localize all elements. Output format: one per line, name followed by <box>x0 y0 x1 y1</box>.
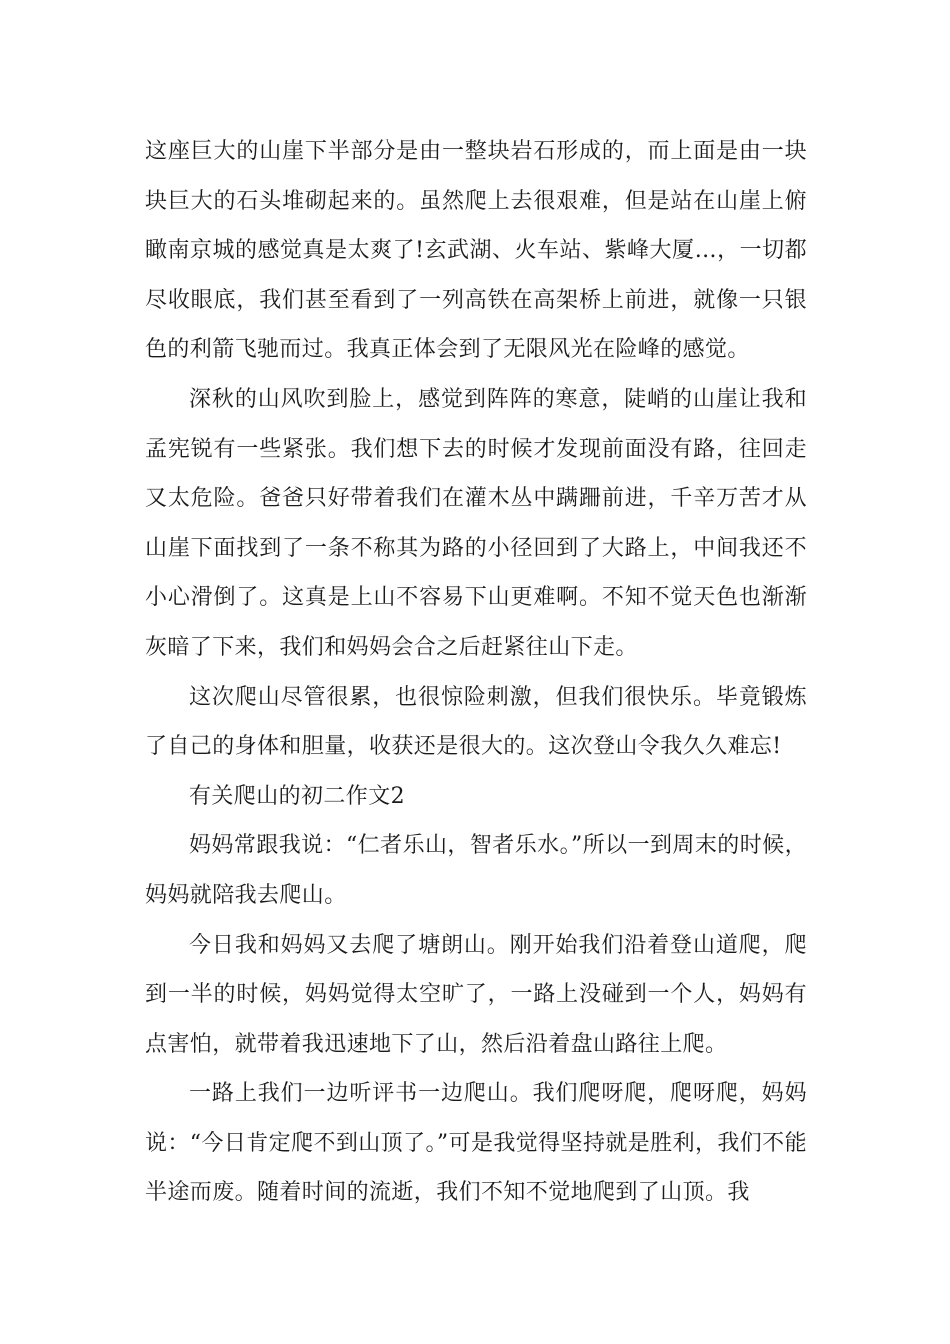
essay-heading: 有关爬山的初二作文2 <box>189 783 405 809</box>
paragraph-tanglang-mountain: 今日我和妈妈又去爬了塘朗山。刚开始我们沿着登山道爬，爬到一半的时候，妈妈觉得太空旷了，一路上没碰到一个人，妈妈有点害怕，就带着我迅速地下了山，然后沿着盘山路往上爬。 <box>145 932 807 1057</box>
paragraph-mother-quote: 妈妈常跟我说：“仁者乐山，智者乐水。”所以一到周末的时候，妈妈就陪我去爬山。 <box>145 833 807 908</box>
paragraph-cliff-view: 这座巨大的山崖下半部分是由一整块岩石形成的，而上面是由一块块巨大的石头堆砌起来的。虽然爬上去很艰难，但是站在山崖上俯瞰南京城的感觉真是太爽了!玄武湖、火车站、紫峰大厦…，一切都尽收眼底，我们甚至看到了一列高铁在高架桥上前进，就像一只银色的利箭飞驰而过。我真正体会到了无限风光在险峰的感觉。 <box>145 139 807 363</box>
paragraph-descent: 深秋的山风吹到脸上，感觉到阵阵的寒意，陡峭的山崖让我和孟宪锐有一些紧张。我们想下去的时候才发现前面没有路，往回走又太危险。爸爸只好带着我们在灌木丛中蹒跚前进，千辛万苦才从山崖下面找到了一条不称其为路的小径回到了大路上，中间我还不小心滑倒了。这真是上山不容易下山更难啊。不知不觉天色也渐渐灰暗了下来，我们和妈妈会合之后赶紧往山下走。 <box>145 386 807 660</box>
paragraph-climbing-on: 一路上我们一边听评书一边爬山。我们爬呀爬，爬呀爬，妈妈说：“今日肯定爬不到山顶了。”可是我觉得坚持就是胜利，我们不能半途而废。随着时间的流逝，我们不知不觉地爬到了山顶。我 <box>145 1081 807 1206</box>
paragraph-conclusion: 这次爬山尽管很累，也很惊险刺激，但我们很快乐。毕竟锻炼了自己的身体和胆量，收获还是很大的。这次登山令我久久难忘! <box>145 684 807 760</box>
document-body <box>145 127 807 1218</box>
